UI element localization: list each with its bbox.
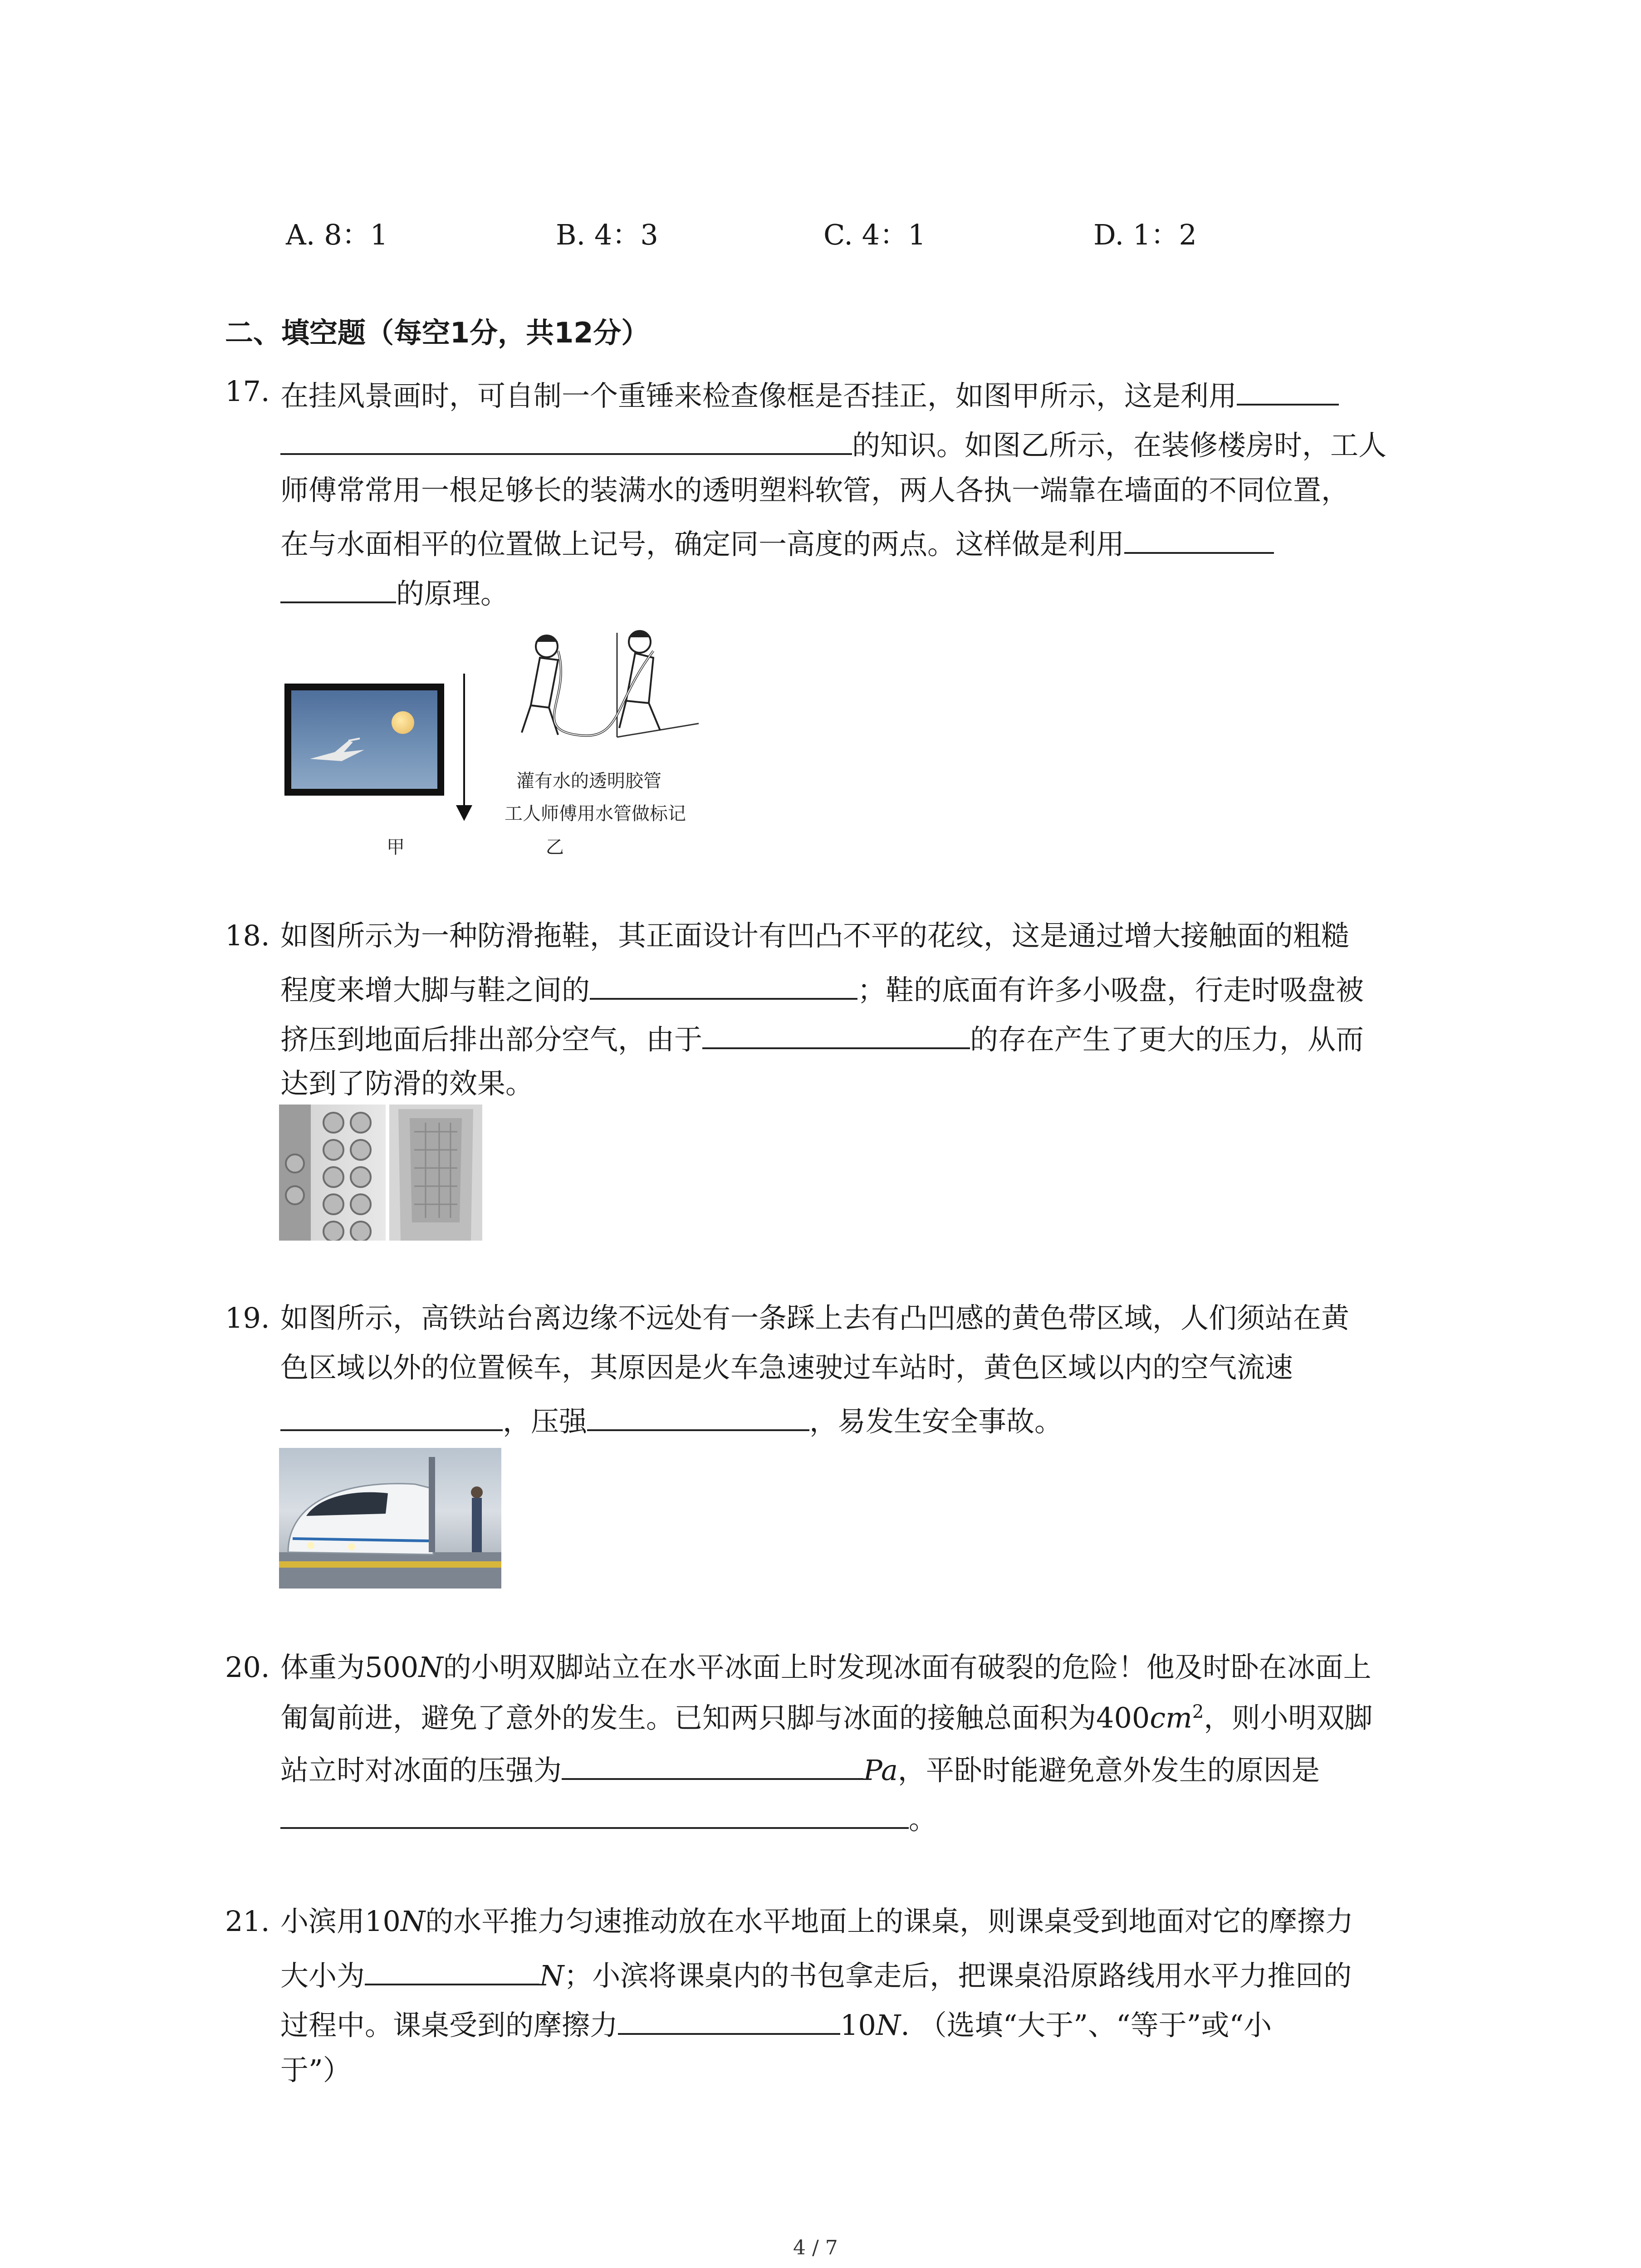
q17-line1 <box>280 377 1339 410</box>
q21-force-value: 10 <box>365 1905 401 1938</box>
swan-icon <box>285 684 444 795</box>
q20-unit-n: N <box>418 1651 443 1684</box>
q17-line5 <box>280 575 509 608</box>
q21-text-2a: 大小为 <box>280 1959 365 1992</box>
q20-text-1d: 的小明双脚站立在水平冰面上时发现冰面有破裂的危险！他及时卧在冰面上 <box>443 1651 1372 1684</box>
option-a: A. 8：1 <box>286 218 388 251</box>
q18-text-3a: 挤压到地面后排出部分空气，由于 <box>280 1023 703 1056</box>
q18-line3 <box>280 1021 1364 1054</box>
suction-cups-pattern <box>279 1105 386 1241</box>
q20-text-3a: 站立时对冰面的压强为 <box>280 1754 562 1787</box>
q21-line2 <box>280 1957 1352 1990</box>
q21-text-3d: . （选填“大于”、“等于”或“小 <box>901 2009 1272 2042</box>
q20-text-1a: 体重为 <box>280 1651 365 1684</box>
q18-blank-1[interactable] <box>590 972 857 1000</box>
q21-number: 21. <box>225 1905 270 1938</box>
q21-text-3a: 过程中。课桌受到的摩擦力 <box>280 2009 618 2042</box>
q17-number: 17. <box>225 375 270 408</box>
label-yi: 乙 <box>546 837 564 858</box>
slipper-texture-pattern <box>389 1105 482 1241</box>
q17-blank-2b[interactable] <box>280 575 396 603</box>
q18-text-2a: 程度来增大脚与鞋之间的 <box>280 973 590 1007</box>
q19-number: 19. <box>225 1301 270 1334</box>
caption-workers: 工人师傅用水管做标记 <box>505 803 686 824</box>
figure-framed-painting <box>284 684 444 796</box>
q21-line3 <box>280 2007 1272 2042</box>
train-drawing <box>279 1448 501 1589</box>
q19-blank-2[interactable] <box>587 1403 809 1431</box>
q17-line3: 师傅常常用一根足够长的装满水的透明塑料软管，两人各执一端靠在墙面的不同位置， <box>280 474 1350 507</box>
photo-slipper-suction-cups <box>279 1105 386 1241</box>
q18-line4: 达到了防滑的效果。 <box>280 1067 534 1100</box>
plumb-line-arrow <box>451 674 478 823</box>
q21-line4: 于”） <box>280 2053 351 2087</box>
q21-unit-n-3: N <box>876 2009 901 2042</box>
q17-text-4: 在与水面相平的位置做上记号，确定同一高度的两点。这样做是利用 <box>280 528 1125 561</box>
q18-line2 <box>280 972 1364 1007</box>
q19-line1: 如图所示，高铁站台离边缘不远处有一条踩上去有凸凹感的黄色带区域，人们须站在黄 <box>280 1301 1350 1334</box>
q20-line4 <box>280 1801 937 1836</box>
q18-number: 18. <box>225 919 270 952</box>
q20-number: 20. <box>225 1651 270 1684</box>
q20-weight-value: 500 <box>365 1651 419 1684</box>
q20-blank-2[interactable] <box>280 1801 909 1829</box>
q20-area-value: 400 <box>1096 1701 1150 1735</box>
workers-water-tube-illustration <box>504 615 708 764</box>
label-jia: 甲 <box>387 837 405 858</box>
q17-text-5: 的原理。 <box>396 577 509 610</box>
q17-line4 <box>280 526 1274 561</box>
option-d: D. 1：2 <box>1093 218 1197 251</box>
q18-text-3b: 的存在产生了更大的压力，从而 <box>970 1023 1364 1056</box>
section-title: 二、填空题（每空1分，共12分） <box>225 316 650 349</box>
q18-text-2b: ；鞋的底面有许多小吸盘，行走时吸盘被 <box>857 973 1364 1007</box>
caption-tube: 灌有水的透明胶管 <box>516 771 661 792</box>
q20-line2 <box>280 1701 1373 1735</box>
q21-text-1a: 小滨用 <box>280 1905 365 1938</box>
q19-text-3b: ，易发生安全事故。 <box>809 1405 1063 1438</box>
q20-text-3c: ，平卧时能避免意外发生的原因是 <box>897 1754 1320 1787</box>
q20-blank-1[interactable] <box>562 1752 863 1780</box>
q21-unit-n-2: N <box>539 1959 564 1992</box>
q17-text-1: 在挂风景画时，可自制一个重锤来检查像框是否挂正，如图甲所示，这是利用 <box>280 379 1237 412</box>
photo-high-speed-train <box>279 1448 501 1589</box>
q18-blank-2[interactable] <box>702 1021 970 1049</box>
photo-slipper-top-texture <box>389 1105 482 1241</box>
q20-line3 <box>280 1752 1320 1787</box>
q17-blank-2[interactable] <box>1124 526 1274 554</box>
q19-line2: 色区域以外的位置候车，其原因是火车急速驶过车站时，黄色区域以内的空气流速 <box>280 1351 1293 1384</box>
q21-line1 <box>280 1907 1353 1936</box>
q21-text-1d: 的水平推力匀速推动放在水平地面上的课桌，则课桌受到地面对它的摩擦力 <box>425 1905 1354 1938</box>
q17-line2 <box>280 427 1387 462</box>
q20-unit-pa: Pa <box>863 1754 898 1787</box>
q19-text-3a: ，压强 <box>503 1405 588 1438</box>
q20-text-2a: 匍匐前进，避免了意外的发生。已知两只脚与冰面的接触总面积为 <box>280 1701 1097 1735</box>
q21-blank-2[interactable] <box>618 2007 840 2035</box>
q19-line3 <box>280 1403 1063 1436</box>
q17-blank-1[interactable] <box>1237 377 1339 406</box>
option-b: B. 4：3 <box>556 218 658 251</box>
q17-blank-1b[interactable] <box>280 427 852 455</box>
q20-text-2e: ，则小明双脚 <box>1204 1701 1373 1735</box>
q17-text-2: 的知识。如图乙所示，在装修楼房时，工人 <box>852 429 1387 462</box>
q21-text-2c: ；小滨将课桌内的书包拿走后，把课桌沿原路线用水平力推回的 <box>564 1959 1352 1992</box>
q20-text-4: 。 <box>909 1803 937 1836</box>
q21-unit-n-1: N <box>400 1905 426 1938</box>
page-number: 4 / 7 <box>793 2236 838 2259</box>
q21-blank-1[interactable] <box>365 1957 539 1985</box>
q20-unit-cm: cm <box>1150 1701 1192 1735</box>
q20-unit-exponent: 2 <box>1192 1701 1204 1722</box>
q20-line1 <box>280 1651 1372 1684</box>
q21-compare-value: 10 <box>840 2009 876 2042</box>
q19-blank-1[interactable] <box>280 1403 503 1431</box>
q18-line1: 如图所示为一种防滑拖鞋，其正面设计有凹凸不平的花纹，这是通过增大接触面的粗糙 <box>280 919 1350 952</box>
option-c: C. 4：1 <box>823 218 926 251</box>
